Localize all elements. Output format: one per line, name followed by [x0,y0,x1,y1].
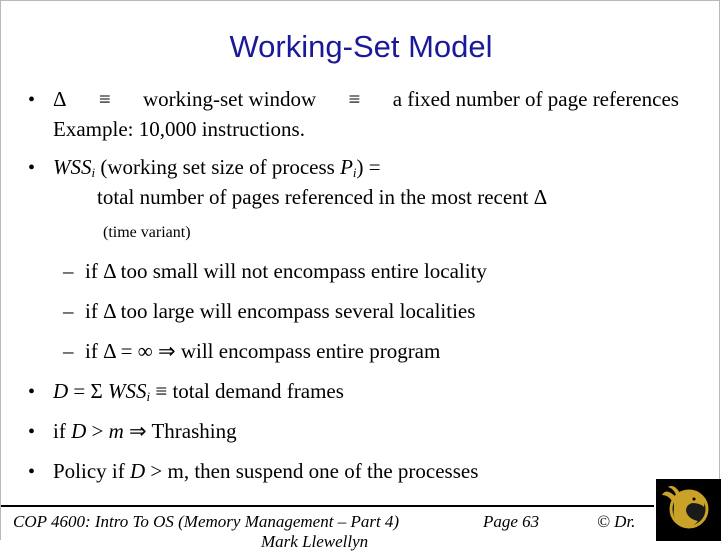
sub-bullet-1-dash: – [63,259,74,283]
greater-than: > [91,419,104,443]
footer-course: COP 4600: Intro To OS (Memory Management – Part 4) [13,512,400,531]
bullet-4-marker: • [28,421,36,443]
sub-bullet-1: if Δ too small will not encompass entire locality [85,259,487,283]
footer-author: © Dr. [597,512,636,531]
bullet-2-marker: • [28,157,36,179]
ucf-pegasus-logo [656,479,721,541]
total-demand-frames: ≡ total demand frames [155,379,344,403]
bullet-1-line-2: Example: 10,000 instructions. [53,117,305,141]
sigma-sum: = Σ [73,379,103,403]
equiv-symbol-2: ≡ [348,87,361,111]
footer-author-continued [1,532,721,551]
wss-term: WSS [53,155,92,179]
policy-text: > m, then suspend one of the processes [150,459,479,483]
bullet-2-line-2: total number of pages referenced in the most recent Δ [97,185,548,209]
delta-symbol: Δ [53,87,67,111]
footer-page: Page 63 [483,512,540,531]
wss-description: (working set size of process [100,155,335,179]
sub-bullet-2-dash: – [63,299,74,323]
bullet-1-line-1 [53,89,679,110]
policy-if: Policy if [53,459,125,483]
sub-bullet-3: if Δ = ∞ ⇒ will encompass entire program [85,339,441,363]
sub-bullet-2: if Δ too large will encompass several localities [85,299,476,323]
sub-bullet-3-dash: – [63,339,74,363]
bullet-5-marker: • [28,461,36,483]
bullet-5 [53,461,478,482]
bullet-1-definition: a fixed number of page references [392,87,679,111]
footer-author-continued-text: Mark Llewellyn [261,532,369,551]
var-d-2: D [71,419,87,443]
bullet-4 [53,421,237,442]
equiv-symbol: ≡ [98,87,111,111]
bullet-1-marker: • [28,89,36,111]
footer-divider [1,505,654,507]
var-m: m [108,419,124,443]
wss-term-2: WSS [108,379,147,403]
subscript-i-2: i [352,165,357,180]
bullet-1-term: working-set window [142,87,317,111]
if-word: if [53,419,66,443]
bullet-3 [53,381,344,402]
process-p: P [340,155,353,179]
thrashing-text: ⇒ Thrashing [129,419,237,443]
pegasus-icon [656,479,721,541]
time-variant-note: (time variant) [103,224,191,241]
var-d: D [53,379,69,403]
wss-equals: ) = [356,155,381,179]
bullet-3-marker: • [28,381,36,403]
slide-title: Working-Set Model [229,29,493,64]
subscript-i: i [91,165,96,180]
var-d-3: D [130,459,146,483]
subscript-i-3: i [146,389,151,404]
bullet-2-line-1 [53,157,381,178]
